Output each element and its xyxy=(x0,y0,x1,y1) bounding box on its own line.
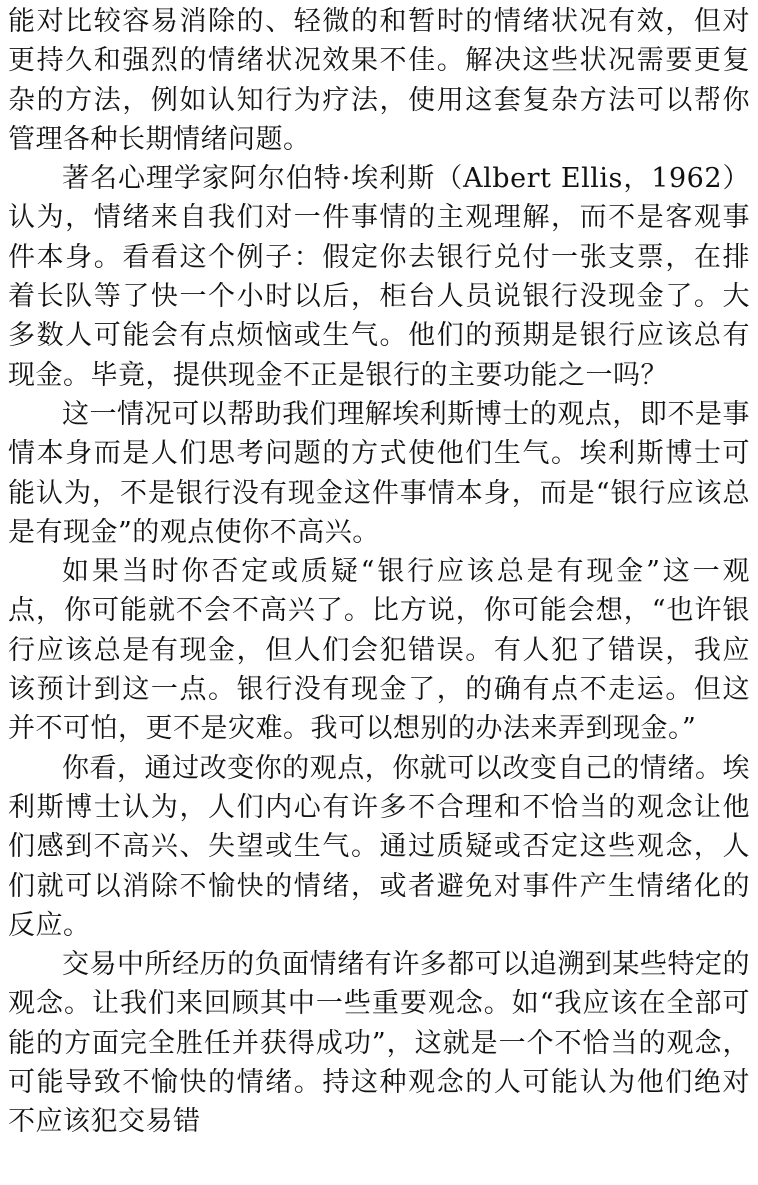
paragraph-2: 著名心理学家阿尔伯特·埃利斯（Albert Ellis，1962）认为，情绪来自我们对一件事情的主观理解，而不是客观事件本身。看看这个例子：假定你去银行兑付一张支票，在排着长队等了快一个小时以后，柜台人员说银行没现金了。大多数人可能会有点烦恼或生气。他们的预期是银行应该总有现金。毕竟，提供现金不正是银行的主要功能之一吗？ xyxy=(8,163,750,391)
paragraph-3: 这一情况可以帮助我们理解埃利斯博士的观点，即不是事情本身而是人们思考问题的方式使他们生气。埃利斯博士可能认为，不是银行没有现金这件事情本身，而是“银行应该总是有现金”的观点使你不高兴。 xyxy=(8,398,750,548)
paragraph-4: 如果当时你否定或质疑“银行应该总是有现金”这一观点，你可能就不会不高兴了。比方说，你可能会想，“也许银行应该总是有现金，但人们会犯错误。有人犯了错误，我应该预计到这一点。银行没有现金了，的确有点不走运。但这并不可怕，更不是灾难。我可以想别的办法来弄到现金。” xyxy=(8,556,750,745)
document-page xyxy=(8,0,750,1185)
paragraph-5: 你看，通过改变你的观点，你就可以改变自己的情绪。埃利斯博士认为，人们内心有许多不合理和不恰当的观念让他们感到不高兴、失望或生气。通过质疑或否定这些观念，人们就可以消除不愉快的情绪，或者避免对事件产生情绪化的反应。 xyxy=(8,752,750,941)
paragraph-6: 交易中所经历的负面情绪有许多都可以追溯到某些特定的观念。让我们来回顾其中一些重要观念。如“我应该在全部可能的方面完全胜任并获得成功”，这就是一个不恰当的观念，可能导致不愉快的情绪。持这种观念的人可能认为他们绝对不应该犯交易错 xyxy=(8,949,750,1138)
paragraph-1: 能对比较容易消除的、轻微的和暂时的情绪状况有效，但对更持久和强烈的情绪状况效果不佳。解决这些状况需要更复杂的方法，例如认知行为疗法，使用这套复杂方法可以帮你管理各种长期情绪问题。 xyxy=(8,6,750,155)
